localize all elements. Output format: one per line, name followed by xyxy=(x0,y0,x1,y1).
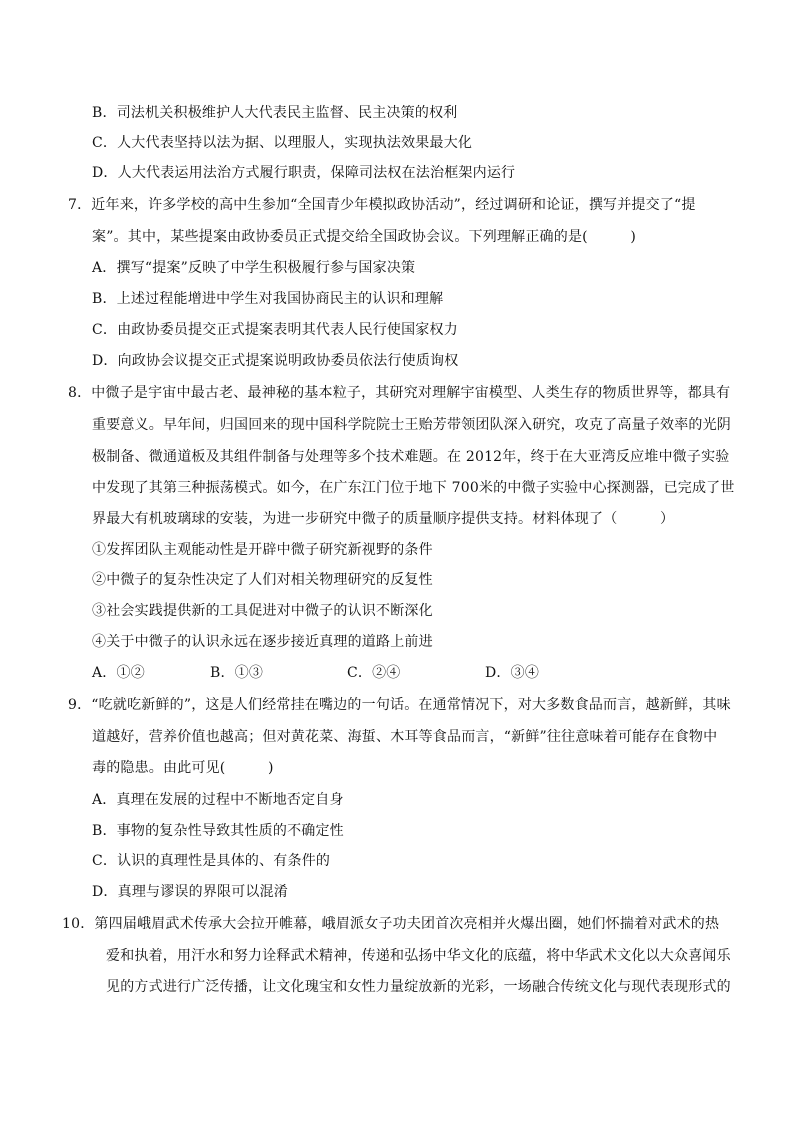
q8-statement-1: ①发挥团队主观能动性是开辟中微子研究新视野的条件 xyxy=(92,542,433,558)
q8-choice-b: B．①③ xyxy=(210,665,264,681)
q7-option-d: D．向政协会议提交正式提案说明政协委员依法行使质询权 xyxy=(92,353,459,369)
q9-stem-line-1: 9．“吃就吃新鲜的”，这是人们经常挂在嘴边的一句话。在通常情况下，对大多数食品而言，越新鲜，其味 xyxy=(68,697,731,713)
q8-statement-3: ③社会实践提供新的工具促进对中微子的认识不断深化 xyxy=(92,603,433,619)
q8-stem-line-3: 极制备、微通道板及其组件制备与处理等多个技术难题。在 2012年，终于在大亚湾反应堆中微子实验 xyxy=(92,449,730,465)
q9-option-a: A．真理在发展的过程中不断地否定自身 xyxy=(92,792,344,808)
q9-stem-line-2: 道越好，营养价值也越高；但对黄花菜、海蜇、木耳等食品而言，“新鲜”往往意味着可能存在食物中 xyxy=(92,729,718,745)
q9-option-c: C．认识的真理性是具体的、有条件的 xyxy=(92,853,331,869)
q9-stem-line-3: 毒的隐患。由此可见( ) xyxy=(92,760,274,776)
q8-stem-line-1: 8．中微子是宇宙中最古老、最神秘的基本粒子，其研究对理解宇宙模型、人类生存的物质世界等，都具有 xyxy=(68,385,731,401)
q8-statement-2: ②中微子的复杂性决定了人们对相关物理研究的反复性 xyxy=(92,572,433,588)
q8-stem-line-2: 重要意义。早年间，归国回来的现中国科学院院士王贻芳带领团队深入研究，攻克了高量子效率的光阴 xyxy=(92,417,731,433)
q8-stem-line-4: 中发现了其第三种振荡模式。如今，在广东江门位于地下 700米的中微子实验中心探测器，已完成了世 xyxy=(92,480,735,496)
q10-stem-line-3: 见的方式进行广泛传播，让文化瑰宝和女性力量绽放新的光彩，一场融合传统文化与现代表现形式的 xyxy=(106,979,731,995)
q8-choice-c: C．②④ xyxy=(347,665,401,681)
q7-option-b: B．上述过程能增进中学生对我国协商民主的认识和理解 xyxy=(92,291,444,307)
q7-option-a: A．撰写“提案”反映了中学生积极履行参与国家决策 xyxy=(92,260,416,276)
q7-option-c: C．由政协委员提交正式提案表明其代表人民行使国家权力 xyxy=(92,322,458,338)
q8-statement-4: ④关于中微子的认识永远在逐步接近真理的道路上前进 xyxy=(92,634,433,650)
q10-stem-line-2: 爱和执着，用汗水和努力诠释武术精神，传递和弘扬中华文化的底蕴，将中华武术文化以大众喜闻乐 xyxy=(106,948,731,964)
q9-option-b: B．事物的复杂性导致其性质的不确定性 xyxy=(92,823,344,839)
q8-stem-line-5: 界最大有机玻璃球的安装，为进一步研究中微子的质量顺序提供支持。材料体现了（ ） xyxy=(92,511,675,527)
q9-option-d: D．真理与谬误的界限可以混淆 xyxy=(92,884,289,900)
q6-option-c: C．人大代表坚持以法为据、以理服人，实现执法效果最大化 xyxy=(92,135,473,151)
q7-stem-line-1: 7．近年来，许多学校的高中生参加“全国青少年模拟政协活动”，经过调研和论证，撰写并提交了“提 xyxy=(68,197,696,213)
q10-stem-line-1: 10．第四届峨眉武术传承大会拉开帷幕，峨眉派女子功夫团首次亮相并火爆出圈，她们怀揣着对武术的热 xyxy=(62,916,720,932)
q7-stem-line-2: 案”。其中，某些提案由政协委员正式提交给全国政协会议。下列理解正确的是( ) xyxy=(92,229,637,245)
q8-choice-d: D．③④ xyxy=(485,665,540,681)
q6-option-d: D．人大代表运用法治方式履行职责，保障司法权在法治框架内运行 xyxy=(92,165,516,181)
q8-choice-a: A．①② xyxy=(92,665,145,681)
q8-choices-row xyxy=(92,663,732,683)
q6-option-b: B．司法机关积极维护人大代表民主监督、民主决策的权利 xyxy=(92,105,458,121)
